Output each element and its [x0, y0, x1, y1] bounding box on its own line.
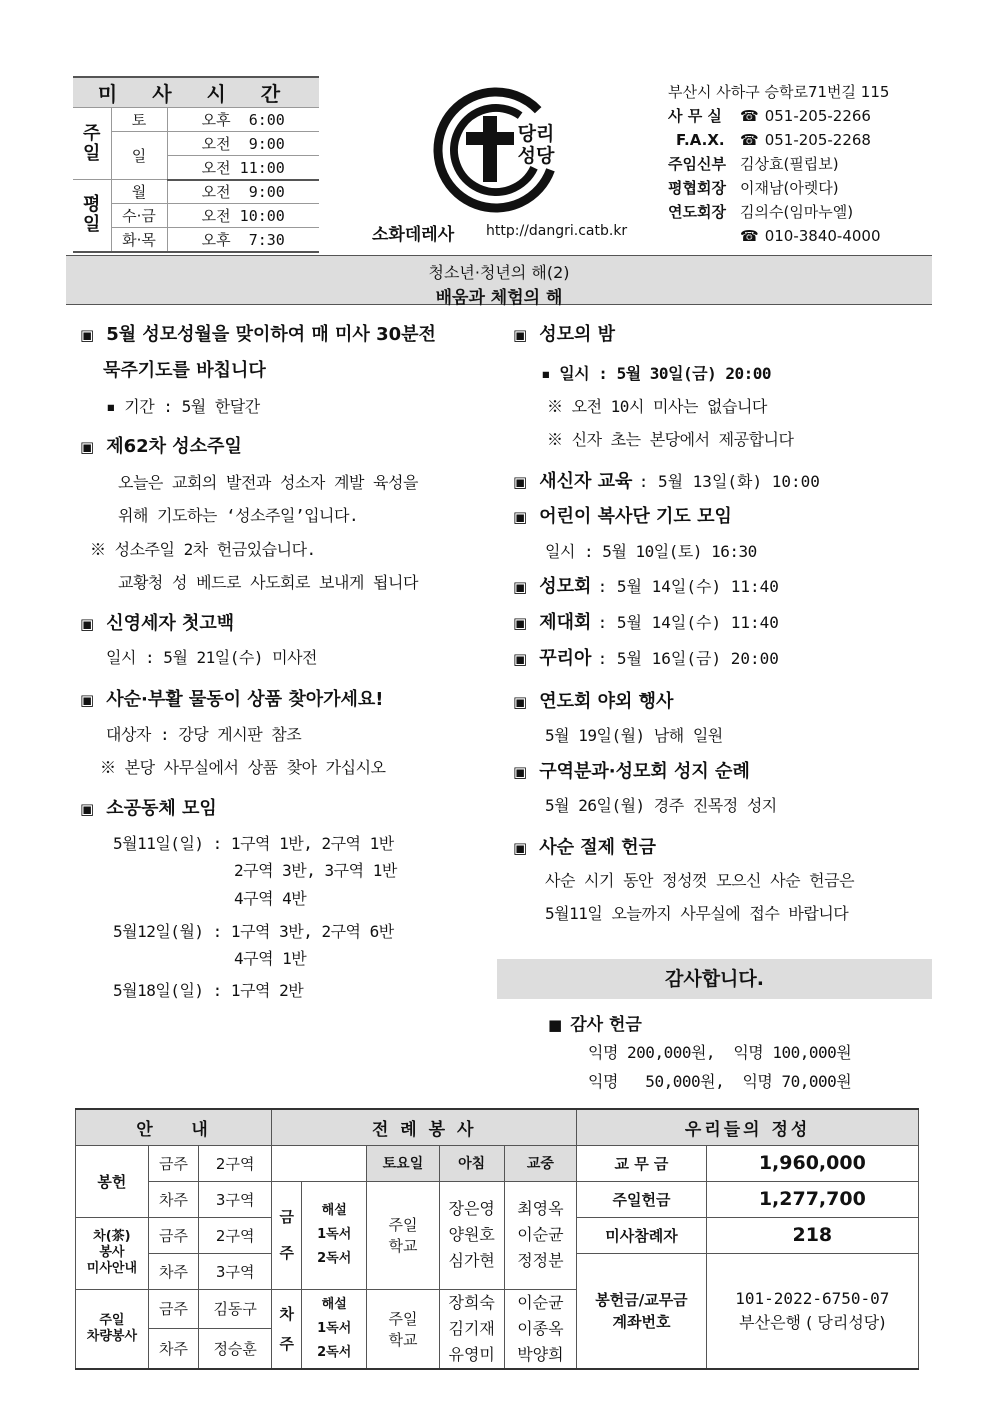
fax-number: 051-205-2268	[764, 131, 871, 149]
thanks-text: 익명 50,000원, 익명 70,000원	[588, 1072, 852, 1091]
notice-text: ※ 성소주일 2차 헌금있습니다.	[90, 540, 316, 559]
parking-this: 김동구	[199, 1289, 272, 1329]
bonghyeon-this: 2구역	[199, 1145, 272, 1181]
square-bullet-icon: ▣	[513, 614, 528, 632]
mass-day: 일	[111, 132, 167, 180]
notice-title: ▣ 제62차 성소주일	[80, 436, 242, 457]
phone-icon: ☎	[740, 227, 759, 245]
mass-time: 오전 10:00	[167, 204, 319, 228]
reading-roles: 해설 1독서 2독서	[302, 1181, 367, 1289]
mass-time-title: 미 사 시 간	[73, 77, 319, 108]
mass-time: 오전 9:00	[167, 180, 319, 204]
priest-name: 김상효(필립보)	[740, 155, 839, 173]
notice-text: ※ 본당 사무실에서 상품 찾아 가십시오	[100, 758, 386, 777]
guide-header: 안 내	[76, 1109, 272, 1145]
mass-day: 수·금	[111, 204, 167, 228]
banner-line2: 배움과 체험의 해	[435, 288, 563, 308]
notice-text: 4구역 4반	[234, 889, 307, 908]
square-bullet-icon: ▣	[513, 473, 528, 491]
notice-title: ▣ 어린이 복사단 기도 모임	[513, 506, 732, 527]
service-table	[75, 1108, 919, 1370]
logo-text-line1: 당리	[517, 123, 555, 145]
mass-time-table	[73, 76, 319, 253]
notice-title: ▣ 제대회 : 5월 14일(수) 11:40	[513, 612, 779, 633]
parish-info	[668, 80, 889, 248]
account-info	[706, 1253, 918, 1369]
gyomu-value: 1,960,000	[706, 1145, 918, 1181]
col-gyojung: 교중	[504, 1145, 577, 1181]
square-bullet-icon: ▣	[513, 763, 528, 781]
square-bullet-icon: ▣	[80, 326, 95, 344]
notice-title: 묵주기도를 바칩니다	[103, 360, 266, 381]
col-saturday: 토요일	[367, 1145, 440, 1181]
square-bullet-icon: ■	[548, 1016, 563, 1034]
notice-title: ▣ 성모의 밤	[513, 324, 616, 345]
this-week-label: 금주	[148, 1145, 199, 1181]
square-bullet-icon: ▣	[513, 326, 528, 344]
liturgy-header: 전 례 봉 사	[272, 1109, 577, 1145]
notice-text: 일시 : 5월 21일(수) 미사전	[106, 648, 317, 667]
fax-label: F.A.X.	[676, 131, 725, 149]
next-week-vertical: 차 주	[272, 1289, 302, 1369]
notice-text: 5월18일(일) : 1구역 2반	[113, 981, 304, 1000]
account-bank: 부산은행 ( 당리성당)	[739, 1312, 886, 1332]
notice-title: ▣ 신영세자 첫고백	[80, 613, 235, 634]
parking-next: 정승훈	[199, 1329, 272, 1369]
square-bullet-icon: ▣	[80, 615, 95, 633]
theme-banner	[66, 255, 932, 308]
office-label: 사 무 실	[668, 107, 722, 125]
notice-title: ▣ 5월 성모성월을 맞이하여 매 미사 30분전	[80, 324, 436, 345]
notice-title: ▣ 사순·부활 물동이 상품 찾아가세요!	[80, 689, 384, 710]
next-week-label: 차주	[148, 1253, 199, 1289]
notice-title: ▣ 꾸리아 : 5월 16일(금) 20:00	[513, 648, 779, 669]
notice-text: 4구역 1반	[234, 949, 307, 968]
tea-service-label: 차(茶) 봉사 미사안내	[76, 1217, 149, 1289]
sunday-offering-value: 1,277,700	[706, 1181, 918, 1217]
square-bullet-icon: ▣	[80, 438, 95, 456]
notice-text: 5월11일 오늘까지 사무실에 접수 바랍니다	[545, 904, 849, 923]
notice-text: 2구역 3반, 3구역 1반	[234, 861, 397, 880]
mass-time: 오전 9:00	[167, 132, 319, 156]
mass-time: 오후 7:30	[167, 228, 319, 252]
square-bullet-icon: ▣	[513, 839, 528, 857]
legion-label: 연도회장	[668, 203, 726, 221]
council-name: 이재남(아렛다)	[740, 179, 839, 197]
notice-text: ※ 오전 10시 미사는 없습니다	[547, 397, 767, 416]
attendance-label: 미사참례자	[577, 1217, 706, 1253]
next-gyojung-servers: 이순균 이종옥 박양희	[504, 1289, 577, 1369]
notice-text: 5월12일(월) : 1구역 3반, 2구역 6반	[113, 922, 394, 941]
mass-day: 화·목	[111, 228, 167, 252]
tea-this: 2구역	[199, 1217, 272, 1253]
address: 부산시 사하구 승학로71번길 115	[668, 83, 890, 101]
notice-title: ▣ 성모회 : 5월 14일(수) 11:40	[513, 576, 779, 597]
square-bullet-icon: ▣	[80, 800, 95, 818]
priest-label: 주임신부	[668, 155, 726, 173]
notice-title: ▣ 사순 절제 헌금	[513, 837, 657, 858]
sunday-offering-label: 주일헌금	[577, 1181, 706, 1217]
mass-day: 월	[111, 180, 167, 204]
council-label: 평협회장	[668, 179, 726, 197]
gyomu-label: 교 무 금	[577, 1145, 706, 1181]
website-link[interactable]: http://dangri.catb.kr	[486, 223, 628, 239]
bonghyeon-label: 봉헌	[76, 1145, 149, 1217]
col-morning: 아침	[439, 1145, 504, 1181]
account-label: 봉헌금/교무금 계좌번호	[577, 1253, 706, 1369]
notice-title: ▣ 구역분과·성모회 성지 순례	[513, 761, 750, 782]
parking-service-label: 주일 차량봉사	[76, 1289, 149, 1369]
phone-icon: ☎	[740, 131, 759, 149]
bonghyeon-next: 3구역	[199, 1181, 272, 1217]
notice-text: 5월 26일(월) 경주 진목정 성지	[545, 796, 777, 815]
mass-time: 오후 6:00	[167, 108, 319, 132]
next-week-label: 차주	[148, 1181, 199, 1217]
account-number: 101-2022-6750-07	[735, 1288, 890, 1308]
notice-text: 대상자 : 강당 게시판 참조	[106, 725, 302, 744]
notice-text: 교황청 성 베드로 사도회로 보내게 됩니다	[118, 573, 418, 592]
notice-text: 5월11일(일) : 1구역 1반, 2구역 1반	[113, 834, 394, 853]
offering-header: 우리들의 정성	[577, 1109, 919, 1145]
notice-text: ▪ 기간 : 5월 한달간	[106, 397, 260, 416]
church-logo-icon	[432, 86, 572, 214]
office-phone: 051-205-2266	[764, 107, 871, 125]
next-week-label: 차주	[148, 1329, 199, 1369]
this-morning-servers: 장은영 양원호 심가현	[439, 1181, 504, 1289]
square-bullet-icon: ▣	[513, 650, 528, 668]
square-bullet-icon: ▣	[513, 578, 528, 596]
legion-phone: 010-3840-4000	[764, 227, 881, 245]
notice-text: 5월 19일(월) 남해 일원	[545, 726, 723, 745]
sunday-label: 주일	[73, 108, 111, 180]
reading-roles: 해설 1독서 2독서	[302, 1289, 367, 1369]
notice-text: 오늘은 교회의 발전과 성소자 계발 육성을	[118, 473, 418, 492]
notice-title: ▣ 새신자 교육 : 5월 13일(화) 10:00	[513, 471, 820, 492]
sunday-school: 주일 학교	[367, 1289, 440, 1369]
banner-line1: 청소년·청년의 해(2)	[428, 263, 570, 282]
this-week-label: 금주	[148, 1289, 199, 1329]
this-week-label: 금주	[148, 1217, 199, 1253]
tea-next: 3구역	[199, 1253, 272, 1289]
legion-name: 김의수(임마누엘)	[740, 203, 854, 221]
notice-text: 일시 : 5월 10일(토) 16:30	[545, 542, 757, 561]
thanks-heading: 감사합니다.	[497, 959, 932, 999]
notice-title: ▣ 연도회 야외 행사	[513, 691, 674, 712]
logo-text-line2: 성당	[517, 145, 555, 167]
this-week-vertical: 금 주	[272, 1181, 302, 1289]
attendance-value: 218	[706, 1217, 918, 1253]
notice-text: 위해 기도하는 ‘성소주일’입니다.	[118, 506, 359, 525]
mass-day: 토	[111, 108, 167, 132]
notice-text: ※ 신자 초는 본당에서 제공합니다	[547, 430, 794, 449]
notice-text: 사순 시기 동안 정성껏 모으신 사순 헌금은	[545, 871, 855, 890]
patron-saint: 소화데레사	[372, 225, 455, 245]
square-bullet-icon: ▣	[513, 508, 528, 526]
mass-time: 오전 11:00	[167, 156, 319, 180]
thanks-subtitle: ■ 감사 헌금	[548, 1015, 642, 1035]
next-morning-servers: 장희숙 김기재 유영미	[439, 1289, 504, 1369]
notice-text: ▪ 일시 : 5월 30일(금) 20:00	[541, 364, 772, 383]
square-bullet-icon: ▣	[513, 693, 528, 711]
phone-icon: ☎	[740, 107, 759, 125]
thanks-text: 익명 200,000원, 익명 100,000원	[588, 1043, 852, 1062]
sunday-school: 주일 학교	[367, 1181, 440, 1289]
this-gyojung-servers: 최영옥 이순균 정정분	[504, 1181, 577, 1289]
weekday-label: 평일	[73, 180, 111, 252]
notice-title: ▣ 소공동체 모임	[80, 798, 217, 819]
square-bullet-icon: ▣	[80, 691, 95, 709]
